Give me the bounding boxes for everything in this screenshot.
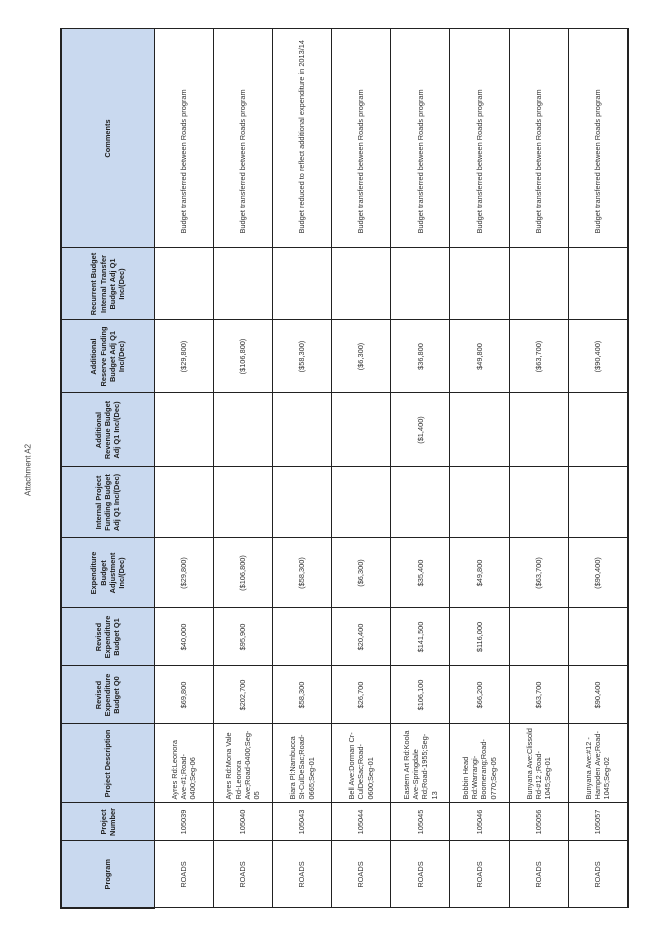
cell-program: ROADS bbox=[213, 841, 272, 908]
attachment-label: Attachment A2 bbox=[23, 443, 33, 497]
cell-recurrent-internal-transfer bbox=[272, 248, 331, 320]
cell-program: ROADS bbox=[568, 841, 628, 908]
cell-recurrent-internal-transfer bbox=[450, 248, 509, 320]
cell-project-number: 105056 bbox=[509, 803, 568, 841]
budget-table-wrapper bbox=[60, 30, 629, 909]
cell-comments: Budget transferred between Roads program bbox=[568, 29, 628, 248]
cell-revised-budget-q1 bbox=[272, 608, 331, 666]
cell-revised-budget-q0: $58,300 bbox=[272, 666, 331, 724]
cell-program: ROADS bbox=[272, 841, 331, 908]
cell-program: ROADS bbox=[450, 841, 509, 908]
header-expenditure-adjustment: Expenditure Budget Adjustment Inc/(Dec) bbox=[61, 538, 154, 608]
cell-recurrent-internal-transfer bbox=[509, 248, 568, 320]
cell-internal-project-funding bbox=[154, 467, 213, 538]
cell-comments: Budget transferred between Roads program bbox=[213, 29, 272, 248]
cell-expenditure-adjustment: $35,400 bbox=[391, 538, 450, 608]
cell-comments: Budget transferred between Roads program bbox=[450, 29, 509, 248]
cell-additional-reserve-funding: $36,800 bbox=[391, 320, 450, 393]
cell-revised-budget-q1 bbox=[509, 608, 568, 666]
cell-additional-reserve-funding: $49,800 bbox=[450, 320, 509, 393]
cell-additional-revenue bbox=[154, 393, 213, 467]
cell-project-description: Bobbin Head Rd:Warrangi-Boomerang;Road-0770;Seg-05 bbox=[450, 724, 509, 803]
header-internal-project-funding: Internal Project Funding Budget Adj Q1 Inc/(Dec) bbox=[61, 467, 154, 538]
cell-project-number: 105039 bbox=[154, 803, 213, 841]
header-row bbox=[61, 29, 154, 908]
cell-additional-revenue bbox=[568, 393, 628, 467]
cell-project-description: Ayres Rd:Mona Vale Rd-Leonora Ave;Road-0400;Seg-05 bbox=[213, 724, 272, 803]
header-program: Program bbox=[61, 841, 154, 908]
table-row bbox=[332, 29, 391, 908]
cell-recurrent-internal-transfer bbox=[154, 248, 213, 320]
cell-program: ROADS bbox=[391, 841, 450, 908]
table-row bbox=[568, 29, 628, 908]
cell-revised-budget-q1: $20,400 bbox=[332, 608, 391, 666]
header-comments: Comments bbox=[61, 29, 154, 248]
cell-internal-project-funding bbox=[450, 467, 509, 538]
cell-revised-budget-q1: $40,000 bbox=[154, 608, 213, 666]
cell-additional-reserve-funding: ($63,700) bbox=[509, 320, 568, 393]
cell-additional-revenue bbox=[213, 393, 272, 467]
cell-project-description: Bunyana Ave:#12 - Hampden Ave;Road-1045;Seg-02 bbox=[568, 724, 628, 803]
cell-comments: Budget transferred between Roads program bbox=[332, 29, 391, 248]
cell-expenditure-adjustment: $49,800 bbox=[450, 538, 509, 608]
cell-comments: Budget reduced to reflect additional expenditure in 2013/14 bbox=[272, 29, 331, 248]
table-row bbox=[391, 29, 450, 908]
cell-additional-reserve-funding: ($58,300) bbox=[272, 320, 331, 393]
cell-expenditure-adjustment: ($90,400) bbox=[568, 538, 628, 608]
cell-recurrent-internal-transfer bbox=[391, 248, 450, 320]
cell-comments: Budget transferred between Roads program bbox=[154, 29, 213, 248]
cell-project-description: Ayres Rd:Leonora Ave-#1;Road-0400;Seg-06 bbox=[154, 724, 213, 803]
cell-expenditure-adjustment: ($6,300) bbox=[332, 538, 391, 608]
cell-expenditure-adjustment: ($63,700) bbox=[509, 538, 568, 608]
cell-project-description: Eastern Art Rd:Koola Ave-Springdale Rd;Road-1955;Seg-13 bbox=[391, 724, 450, 803]
cell-expenditure-adjustment: ($106,800) bbox=[213, 538, 272, 608]
header-project-description: Project Description bbox=[61, 724, 154, 803]
cell-project-number: 105057 bbox=[568, 803, 628, 841]
cell-additional-revenue bbox=[450, 393, 509, 467]
cell-revised-budget-q0: $202,700 bbox=[213, 666, 272, 724]
table-row bbox=[509, 29, 568, 908]
cell-project-number: 105043 bbox=[272, 803, 331, 841]
budget-adjustment-table bbox=[60, 29, 629, 910]
cell-additional-revenue bbox=[509, 393, 568, 467]
cell-additional-revenue bbox=[272, 393, 331, 467]
cell-project-description: Bunyana Ave:Clissold Rd-#12 ;Road-1045;Seg-01 bbox=[509, 724, 568, 803]
cell-internal-project-funding bbox=[272, 467, 331, 538]
cell-revised-budget-q1: $141,500 bbox=[391, 608, 450, 666]
cell-program: ROADS bbox=[509, 841, 568, 908]
cell-revised-budget-q0: $26,700 bbox=[332, 666, 391, 724]
table-row bbox=[213, 29, 272, 908]
cell-recurrent-internal-transfer bbox=[213, 248, 272, 320]
cell-project-number: 105045 bbox=[391, 803, 450, 841]
cell-project-number: 105040 bbox=[213, 803, 272, 841]
cell-recurrent-internal-transfer bbox=[568, 248, 628, 320]
cell-internal-project-funding bbox=[391, 467, 450, 538]
cell-internal-project-funding bbox=[213, 467, 272, 538]
cell-revised-budget-q1: $95,900 bbox=[213, 608, 272, 666]
cell-project-number: 105046 bbox=[450, 803, 509, 841]
cell-revised-budget-q1: $116,000 bbox=[450, 608, 509, 666]
table-row bbox=[154, 29, 213, 908]
cell-project-number: 105044 bbox=[332, 803, 391, 841]
cell-revised-budget-q0: $66,200 bbox=[450, 666, 509, 724]
cell-additional-revenue: ($1,400) bbox=[391, 393, 450, 467]
cell-revised-budget-q0: $63,700 bbox=[509, 666, 568, 724]
table-row bbox=[272, 29, 331, 908]
header-additional-revenue: Additional Revenue Budget Adj Q1 Inc/(Dec) bbox=[61, 393, 154, 467]
table-row bbox=[450, 29, 509, 908]
cell-program: ROADS bbox=[332, 841, 391, 908]
cell-revised-budget-q0: $69,800 bbox=[154, 666, 213, 724]
cell-internal-project-funding bbox=[568, 467, 628, 538]
cell-project-description: Bell Ave:Dorman Cr-CulDeSac;Road-0600;Seg-01 bbox=[332, 724, 391, 803]
header-project-number: Project Number bbox=[61, 803, 154, 841]
cell-comments: Budget transferred between Roads program bbox=[391, 29, 450, 248]
cell-additional-reserve-funding: ($29,800) bbox=[154, 320, 213, 393]
cell-internal-project-funding bbox=[509, 467, 568, 538]
cell-program: ROADS bbox=[154, 841, 213, 908]
cell-expenditure-adjustment: ($29,800) bbox=[154, 538, 213, 608]
cell-additional-reserve-funding: ($90,400) bbox=[568, 320, 628, 393]
header-revised-budget-q0: Revised Expenditure Budget Q0 bbox=[61, 666, 154, 724]
cell-expenditure-adjustment: ($58,300) bbox=[272, 538, 331, 608]
cell-additional-reserve-funding: ($106,800) bbox=[213, 320, 272, 393]
cell-additional-revenue bbox=[332, 393, 391, 467]
cell-additional-reserve-funding: ($6,300) bbox=[332, 320, 391, 393]
cell-internal-project-funding bbox=[332, 467, 391, 538]
cell-project-description: Biara Pl:Nambucca St-CulDeSac;Road-0665;Seg-01 bbox=[272, 724, 331, 803]
header-recurrent-internal-transfer: Recurrent Budget Internal Transfer Budget Adj Q1 Inc/(Dec) bbox=[61, 248, 154, 320]
header-revised-budget-q1: Revised Expenditure Budget Q1 bbox=[61, 608, 154, 666]
cell-revised-budget-q0: $90,400 bbox=[568, 666, 628, 724]
cell-comments: Budget transferred between Roads program bbox=[509, 29, 568, 248]
cell-revised-budget-q1 bbox=[568, 608, 628, 666]
cell-recurrent-internal-transfer bbox=[332, 248, 391, 320]
cell-revised-budget-q0: $106,100 bbox=[391, 666, 450, 724]
header-additional-reserve-funding: Additional Reserve Funding Budget Adj Q1 Inc/(Dec) bbox=[61, 320, 154, 393]
